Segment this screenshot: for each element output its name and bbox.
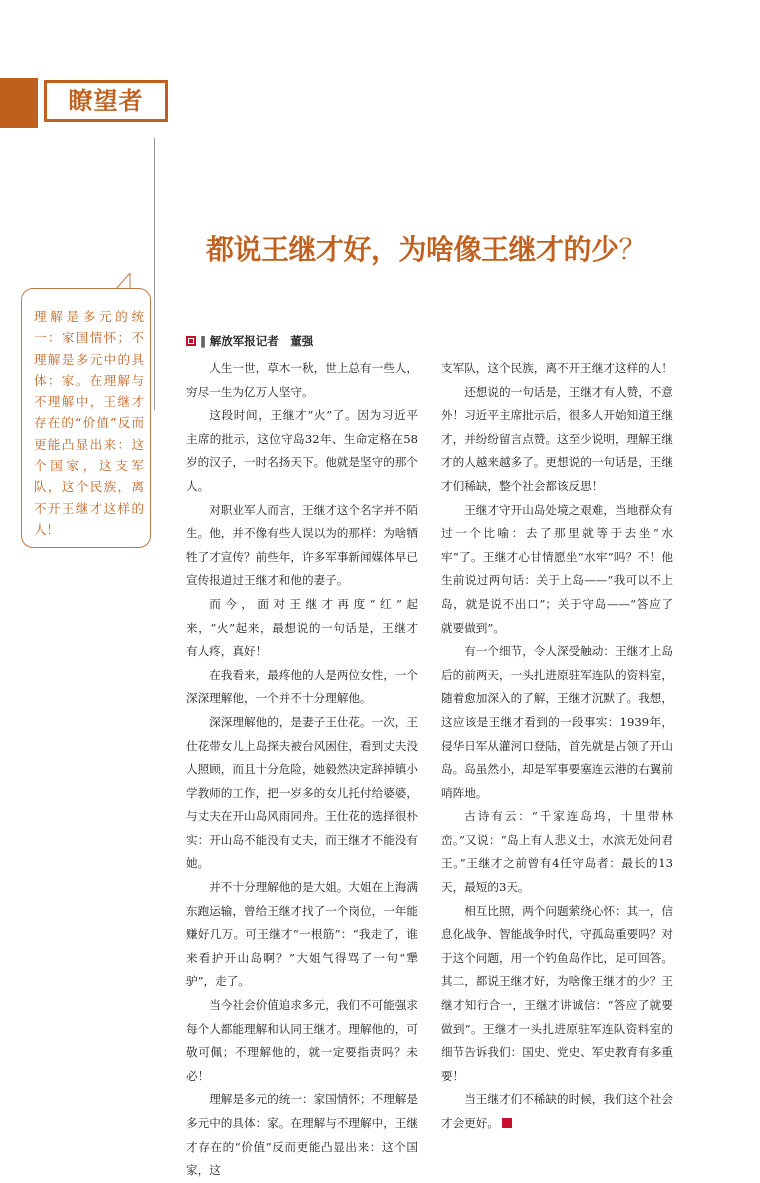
paragraph: 支军队，这个民族，离不开王继才这样的人！: [441, 361, 673, 375]
paragraph: 王继才守开山岛处境之艰难，当地群众有过一个比喻：去了那里就等于去坐“水牢”了。王继才心甘情愿坐“水牢”吗？不！他生前说过两句话：关于上岛——“我可以不上岛，就是说不出口”；关于守岛——“答应了就要做到”。: [441, 502, 673, 635]
paragraph: 古诗有云：“千家连岛坞，十里带林峦。”又说：“岛上有人悲义士，水滨无处问君王。”王继才之前曾有4任守岛者：最长的13天，最短的3天。: [441, 809, 673, 895]
paragraph-last: [441, 1088, 673, 1135]
end-mark-icon: [502, 1118, 512, 1128]
article-headline: [206, 228, 646, 268]
byline-text: ‖ 解放军报记者 董强: [200, 334, 314, 348]
brand-color-bar: [0, 78, 38, 128]
paragraph: 人生一世，草木一秋，世上总有一些人，穷尽一生为亿万人坚守。: [186, 361, 418, 399]
divider-line: [154, 138, 155, 410]
paragraph: 深深理解他的，是妻子王仕花。一次，王仕花带女儿上岛探夫被台风困住，看到丈夫没人照顾，而且十分危险，她毅然决定辞掉镇小学教师的工作，把一岁多的女儿托付给婆婆，与丈夫在开山岛风雨同舟。王仕花的选择很朴实：开山岛不能没有丈夫，而王继才不能没有她。: [186, 714, 418, 871]
paragraph: 理解是多元的统一：家国情怀；不理解是多元中的具体：家。在理解与不理解中，王继才存在的“价值”反而更能凸显出来：这个国家，这: [186, 1092, 418, 1178]
paragraph: 相互比照，两个问题萦绕心怀：其一，信息化战争、智能战争时代，守孤岛重要吗？对于这个问题，用一个钓鱼岛作比，足可回答。其二，都说王继才好，为啥像王继才的少？王继才知行合一，王继才讲诚信：“答应了就要做到”。王继才一头扎进原驻军连队资料室的细节告诉我们：国史、党史、军史教育有多重要！: [441, 903, 673, 1083]
paragraph: 还想说的一句话是，王继才有人赞，不意外！习近平主席批示后，很多人开始知道王继才，并纷纷留言点赞。这至少说明，理解王继才的人越来越多了。更想说的一句话是，王继才们稀缺，整个社会都该反思！: [441, 384, 673, 493]
paragraph: 对职业军人而言，王继才这个名字并不陌生。他，并不像有些人误以为的那样：为啥牺牲了才宣传？前些年，许多军事新闻媒体早已宣传报道过王继才和他的妻子。: [186, 502, 418, 588]
article-column-1: [186, 357, 418, 1183]
paragraph: 有一个细节，令人深受触动：王继才上岛后的前两天，一头扎进原驻军连队的资料室，随着愈加深入的了解，王继才沉默了。我想，这应该是王继才看到的一段事实：1939年，侵华日军从灌河口登陆，首先就是占领了开山岛。岛虽然小，却是军事要塞连云港的右翼前哨阵地。: [441, 644, 673, 800]
paragraph: 这段时间，王继才“火”了。因为习近平主席的批示，这位守岛32年、生命定格在58岁的汉子，一时名扬天下。他就是坚守的那个人。: [186, 408, 418, 493]
paragraph: 当今社会价值追求多元，我们不可能强求每个人都能理解和认同王继才。理解他的，可敬可佩；不理解他的，就一定要指责吗？未必！: [186, 998, 418, 1083]
pull-quote-text: 理解是多元的统一：家国情怀；不理解是多元中的具体：家。在理解与不理解中，王继才存在的“价值”反而更能凸显出来：这个国家，这支军队，这个民族，离不开王继才这样的人！: [34, 309, 144, 537]
headline-text: 都说王继才好，为啥像王继才的少: [206, 233, 619, 266]
paragraph: 在我看来，最疼他的人是两位女性，一个深深理解他，一个并不十分理解他。: [186, 667, 418, 706]
paragraph-text: 当王继才们不稀缺的时候，我们这个社会才会更好。: [441, 1092, 673, 1130]
paragraph: 并不十分理解他的是大姐。大姐在上海满东跑运输，曾给王继才找了一个岗位，一年能赚好几万。可王继才“一根筋”：“我走了，谁来看护开山岛啊？”大姐气得骂了一句“犟驴”，走了。: [186, 880, 418, 989]
paragraph: 而今，面对王继才再度“红”起来，“火”起来，最想说的一句话是，王继才有人疼，真好！: [186, 596, 418, 659]
article-column-2: [441, 357, 673, 1136]
headline-question-mark: ？: [618, 233, 647, 266]
column-logo-text: 瞭望者: [68, 87, 144, 115]
byline-marker-icon: [186, 336, 196, 346]
column-logo: [44, 80, 168, 122]
byline: [186, 333, 313, 349]
